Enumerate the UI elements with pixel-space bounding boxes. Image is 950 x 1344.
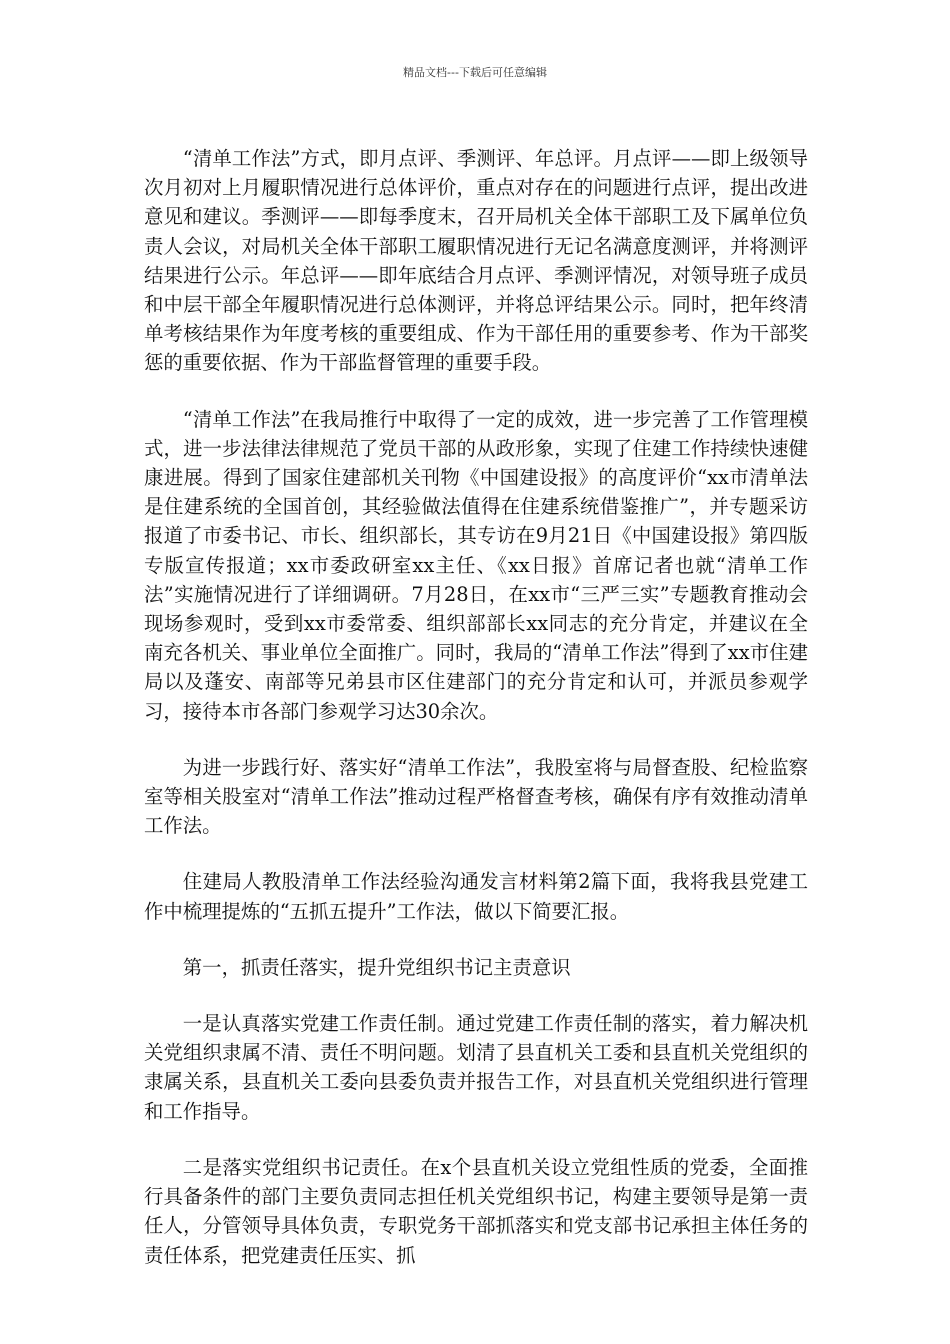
paragraph-secretary-responsibility: 二是落实党组织书记责任。在x个县直机关设立党组性质的党委，全面推行具备条件的部门主要负责同志担任机关党组织书记，构建主要领导是第一责任人，分管领导具体负责，专职党务干部抓落实和党支部书记承担主体任务的责任体系，把党建责任压实、抓	[144, 1155, 808, 1267]
paragraph-responsibility-system: 一是认真落实党建工作责任制。通过党建工作责任制的落实，着力解决机关党组织隶属不清、责任不明问题。划清了县直机关工委和县直机关党组织的隶属关系，县直机关工委向县委负责并报告工作，对县直机关党组织进行管理和工作指导。	[144, 1012, 808, 1123]
paragraph-evaluation-method: “清单工作法”方式，即月点评、季测评、年总评。月点评——即上级领导次月初对上月履职情况进行总体评价，重点对存在的问题进行点评，提出改进意见和建议。季测评——即每季度末，召开局机关全体干部职工及下属单位负责人会议，对局机关全体干部职工履职情况进行无记名满意度测评，并将测评结果进行公示。年总评——即年底结合月点评、季测评情况，对领导班子成员和中层干部全年履职情况进行总体测评，并将总评结果公示。同时，把年终清单考核结果作为年度考核的重要组成、作为干部任用的重要参考、作为干部奖惩的重要依据、作为干部监督管理的重要手段。	[144, 147, 808, 375]
page-header: 精品文档---下载后可任意编辑	[403, 66, 547, 79]
document-body	[144, 144, 808, 1297]
paragraph-next-steps: 为进一步践行好、落实好“清单工作法”，我股室将与局督查股、纪检监察室等相关股室对“清单工作法”推动过程严格督查考核，确保有序有效推动清单工作法。	[144, 755, 808, 838]
section-heading-first: 第一，抓责任落实，提升党组织书记主责意识	[182, 955, 571, 979]
paragraph-achievements: “清单工作法”在我局推行中取得了一定的成效，进一步完善了工作管理模式，进一步法律法律规范了党员干部的从政形象，实现了住建工作持续快速健康进展。得到了国家住建部机关刊物《中国建设报》的高度评价“xx市清单法是住建系统的全国首创，其经验做法值得在住建系统借鉴推广”，并专题采访报道了市委书记、市长、组织部长，其专访在9月21日《中国建设报》第四版专版宣传报道；xx市委政研室xx主任、《xx日报》首席记者也就“清单工作法”实施情况进行了详细调研。7月28日，在xx市“三严三实”专题教育推动会现场参观时，受到xx市委常委、组织部部长xx同志的充分肯定，并建议在全南充各机关、事业单位全面推广。同时，我局的“清单工作法”得到了xx市住建局以及蓬安、南部等兄弟县市区住建部门的充分肯定和认可，并派员参观学习，接待本市各部门参观学习达30余次。	[144, 407, 808, 723]
paragraph-article-two-intro: 住建局人教股清单工作法经验沟通发言材料第2篇下面，我将我县党建工作中梳理提炼的“五抓五提升”工作法，做以下简要汇报。	[144, 870, 808, 923]
